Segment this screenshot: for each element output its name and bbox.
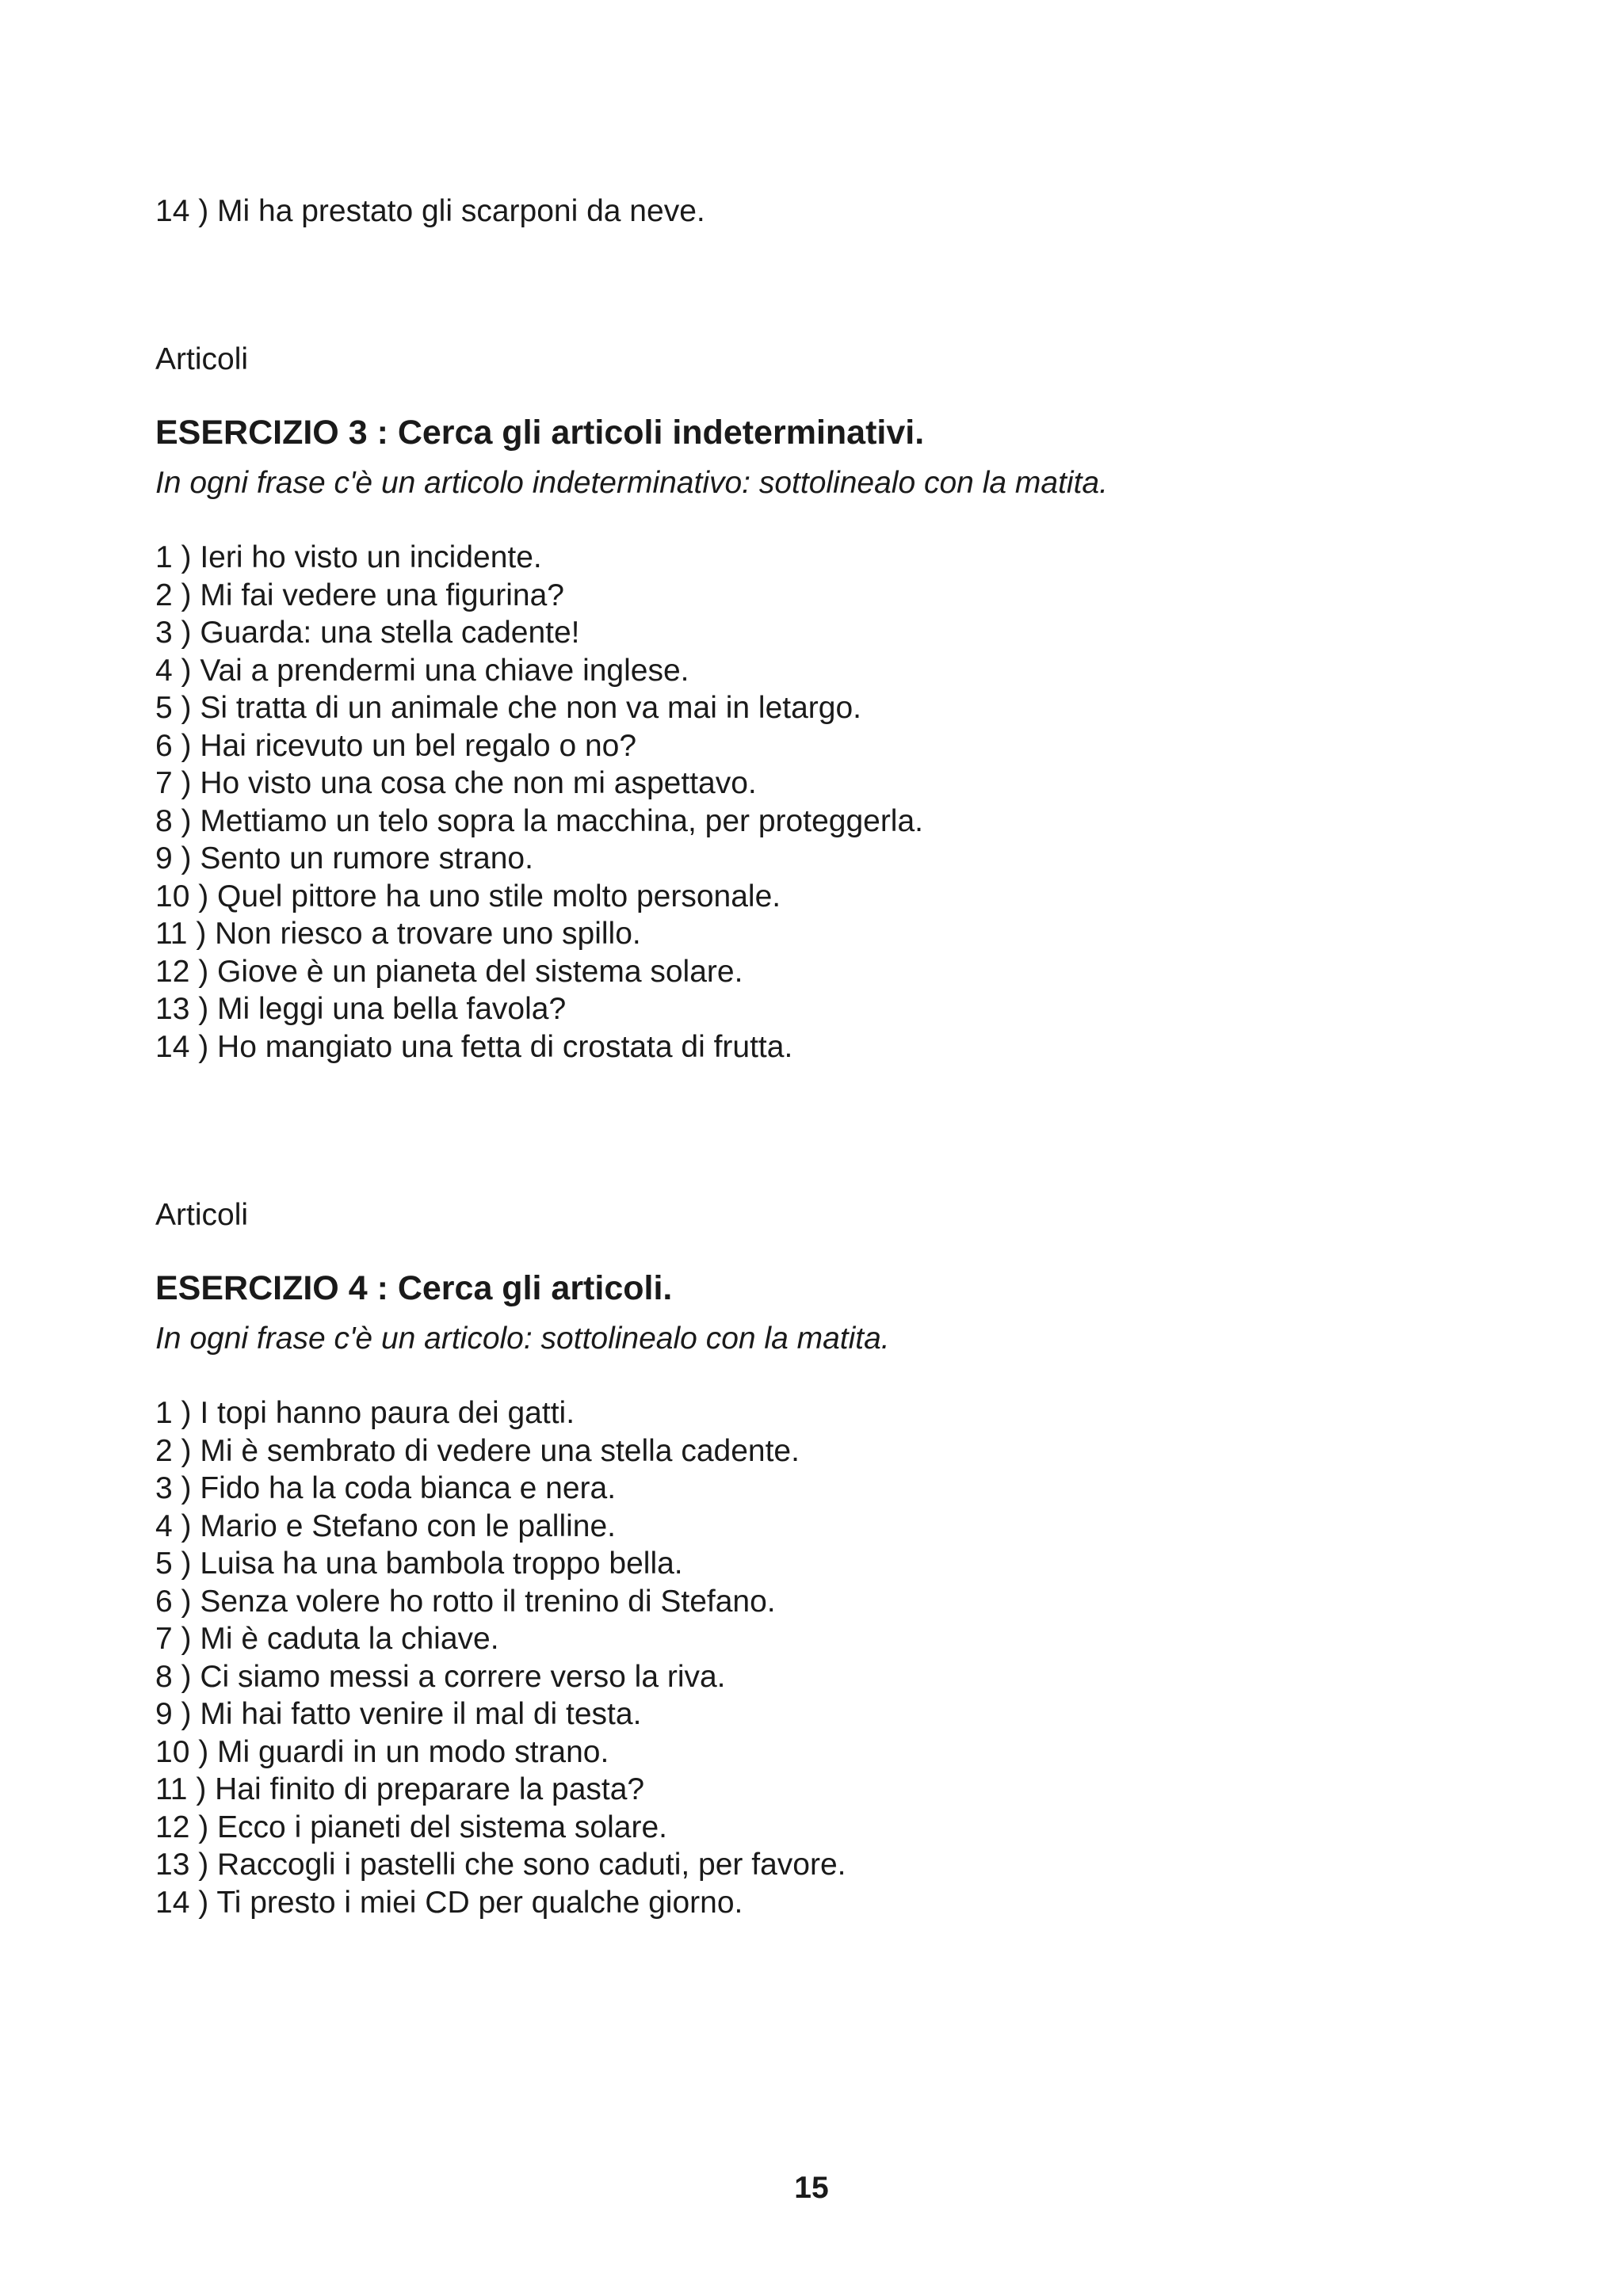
exercise-item: 12 ) Ecco i pianeti del sistema solare.	[155, 1810, 667, 1844]
exercise-item: 7 ) Mi è caduta la chiave.	[155, 1622, 499, 1656]
exercise-item: 8 ) Ci siamo messi a correre verso la riva.	[155, 1659, 726, 1694]
exercise-item: 6 ) Senza volere ho rotto il trenino di Stefano.	[155, 1584, 776, 1619]
exercise-4-section	[155, 1196, 1503, 1921]
exercise-instruction: In ogni frase c'è un articolo: sottolinealo con la matita.	[155, 1322, 890, 1356]
exercise-item: 9 ) Sento un rumore strano.	[155, 841, 533, 875]
exercise-item: 14 ) Ho mangiato una fetta di crostata di frutta.	[155, 1029, 793, 1064]
exercise-item: 5 ) Si tratta di un animale che non va mai in letargo.	[155, 691, 861, 725]
exercise-item: 2 ) Mi fai vedere una figurina?	[155, 578, 564, 612]
section-category: Articoli	[155, 1198, 249, 1232]
exercise-items-list	[155, 1394, 1503, 1921]
exercise-item: 8 ) Mettiamo un telo sopra la macchina, per proteggerla.	[155, 803, 924, 838]
exercise-item: 7 ) Ho visto una cosa che non mi aspettavo.	[155, 766, 757, 800]
exercise-item: 10 ) Mi guardi in un modo strano.	[155, 1734, 609, 1769]
exercise-item: 4 ) Mario e Stefano con le palline.	[155, 1508, 617, 1543]
page-number: 15	[794, 2171, 829, 2205]
exercise-item: 13 ) Mi leggi una bella favola?	[155, 992, 567, 1026]
exercise-instruction: In ogni frase c'è un articolo indeterminativo: sottolinealo con la matita.	[155, 466, 1108, 500]
exercise-item: 5 ) Luisa ha una bambola troppo bella.	[155, 1547, 683, 1581]
exercise-3-section	[155, 341, 1503, 1066]
exercise-item: 6 ) Hai ricevuto un bel regalo o no?	[155, 728, 637, 763]
exercise-item: 4 ) Vai a prendermi una chiave inglese.	[155, 653, 689, 688]
exercise-item: 3 ) Fido ha la coda bianca e nera.	[155, 1471, 617, 1505]
exercise-item: 9 ) Mi hai fatto venire il mal di testa.	[155, 1697, 642, 1731]
exercise-item: 1 ) I topi hanno paura dei gatti.	[155, 1396, 575, 1430]
exercise-item: 11 ) Hai finito di preparare la pasta?	[155, 1772, 645, 1806]
exercise-title: ESERCIZIO 3 : Cerca gli articoli indeterminativi.	[155, 414, 925, 452]
exercise-item: 10 ) Quel pittore ha uno stile molto personale.	[155, 879, 781, 913]
exercise-item: 3 ) Guarda: una stella cadente!	[155, 616, 580, 650]
section-category: Articoli	[155, 342, 249, 376]
exercise-item: 14 ) Ti presto i miei CD per qualche giorno.	[155, 1885, 743, 1920]
exercise-item: 13 ) Raccogli i pastelli che sono caduti, per favore.	[155, 1848, 846, 1882]
exercise-item: 11 ) Non riesco a trovare uno spillo.	[155, 917, 641, 951]
exercise-item: 1 ) Ieri ho visto un incidente.	[155, 540, 542, 574]
exercise-item: 12 ) Giove è un pianeta del sistema solare.	[155, 954, 743, 989]
exercise-items-list	[155, 539, 1503, 1066]
previous-exercise-item: 14 ) Mi ha prestato gli scarponi da neve.	[155, 194, 705, 228]
exercise-title: ESERCIZIO 4 : Cerca gli articoli.	[155, 1269, 673, 1307]
exercise-item: 2 ) Mi è sembrato di vedere una stella cadente.	[155, 1433, 800, 1468]
